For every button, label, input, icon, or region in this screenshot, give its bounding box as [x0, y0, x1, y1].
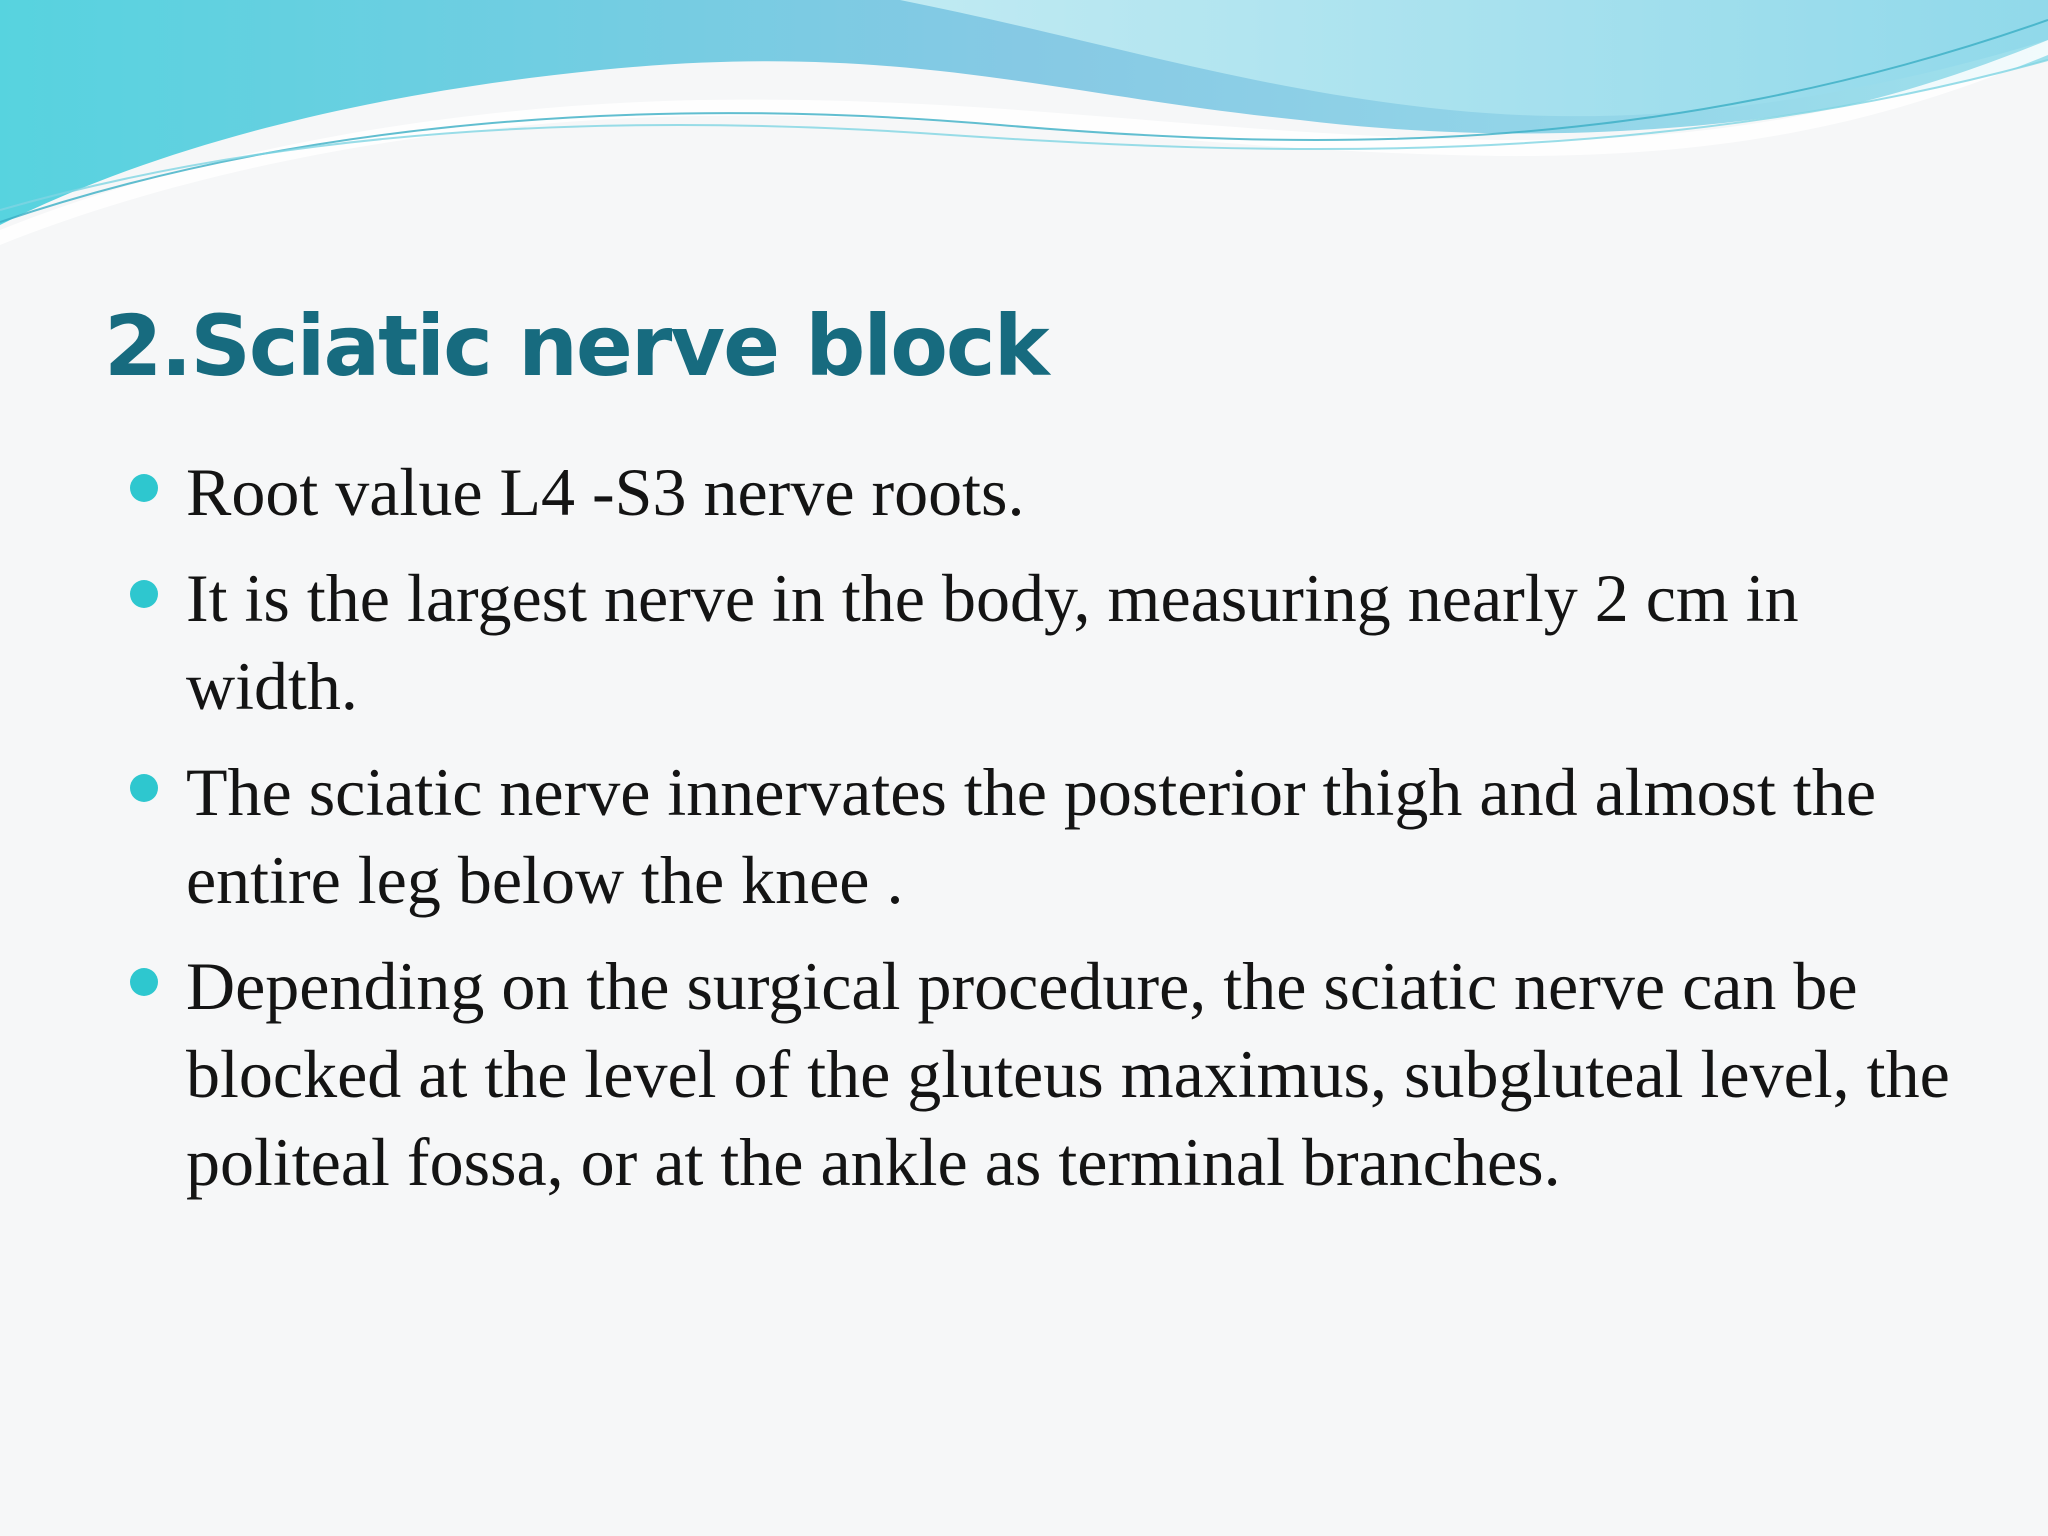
bullet-text: Depending on the surgical procedure, the sciatic nerve can be blocked at the level of the gluteus maximus, subgluteal level, the politeal fossa, or at the ankle as terminal branches.	[186, 948, 1950, 1200]
bullet-text: The sciatic nerve innervates the posterior thigh and almost the entire leg below the knee .	[186, 754, 1877, 918]
bullet-dot-icon	[130, 774, 158, 802]
bullet-item	[186, 942, 1986, 1206]
header-wave-decoration	[0, 0, 2048, 250]
bullet-dot-icon	[130, 474, 158, 502]
bullet-text: Root value L4 -S3 nerve roots.	[186, 454, 1025, 530]
bullet-item	[186, 748, 1986, 924]
bullet-text: It is the largest nerve in the body, measuring nearly 2 cm in width.	[186, 560, 1799, 724]
bullet-dot-icon	[130, 580, 158, 608]
slide-title: 2.Sciatic nerve block	[104, 297, 1048, 395]
bullet-item	[186, 554, 1986, 730]
bullet-dot-icon	[130, 968, 158, 996]
bullet-item	[186, 448, 1986, 536]
bullet-list	[186, 448, 1986, 1224]
